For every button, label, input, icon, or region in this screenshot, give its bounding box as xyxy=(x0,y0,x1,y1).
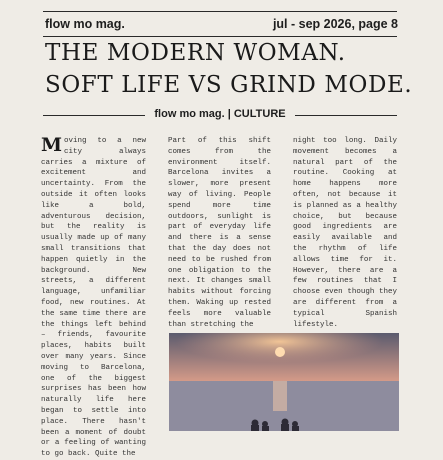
header-top-rule xyxy=(43,11,397,12)
sun-reflection xyxy=(273,381,287,411)
sun xyxy=(275,347,285,357)
section-bar xyxy=(43,108,397,122)
headline-line-1: THE MODERN WOMAN. xyxy=(45,40,346,66)
header-bottom-rule xyxy=(43,36,397,37)
sunset-image xyxy=(169,333,399,431)
section-rule-right xyxy=(295,115,397,116)
issue-page-info: jul - sep 2026, page 8 xyxy=(272,17,398,31)
section-label: flow mo mag. | CULTURE xyxy=(154,108,286,120)
article-column-1-text: oving to a new city always carries a mixture of excitement and uncertainty. From the outside it often looks like a bold, adventurous decision, but the reality is usually made up of many small transitions that happen quietly in the background. New streets, a different language, unfamiliar food, new routines. At the same time there are the things left behind – friends, favourite places, habits built over many years. Since moving to Barcelona, one of the biggest surprises has been how naturally life here began to settle into place. There hasn't been a moment of doubt or a feeling of wanting to go back. Quite the xyxy=(41,137,146,459)
magazine-brand: flow mo mag. xyxy=(45,17,125,31)
sunset-photo xyxy=(169,333,399,431)
headline-line-2: SOFT LIFE VS GRIND MODE. xyxy=(45,72,413,98)
article-column-3: night too long. Daily movement becomes a natural part of the routine. Cooking at home happens more often, not because it is planned as a healthy choice, but because good ingredients are easily available and the rhythm of life allows time for it. However, there are a few routines that I choose even though they are different from a typical Spanish lifestyle. xyxy=(293,137,397,329)
article-column-2: Part of this shift comes from the environment itself. Barcelona invites a slower, more present way of living. People spend more time outdoors, sunlight is part of everyday life and there is a sense that the day does not need to be rushed from one obligation to the next. It changes small habits without forcing them. Waking up rested feels more valuable than stretching the xyxy=(168,137,271,329)
drop-cap: M xyxy=(41,134,63,156)
article-column-1 xyxy=(41,136,146,460)
sky-glow xyxy=(169,333,399,381)
